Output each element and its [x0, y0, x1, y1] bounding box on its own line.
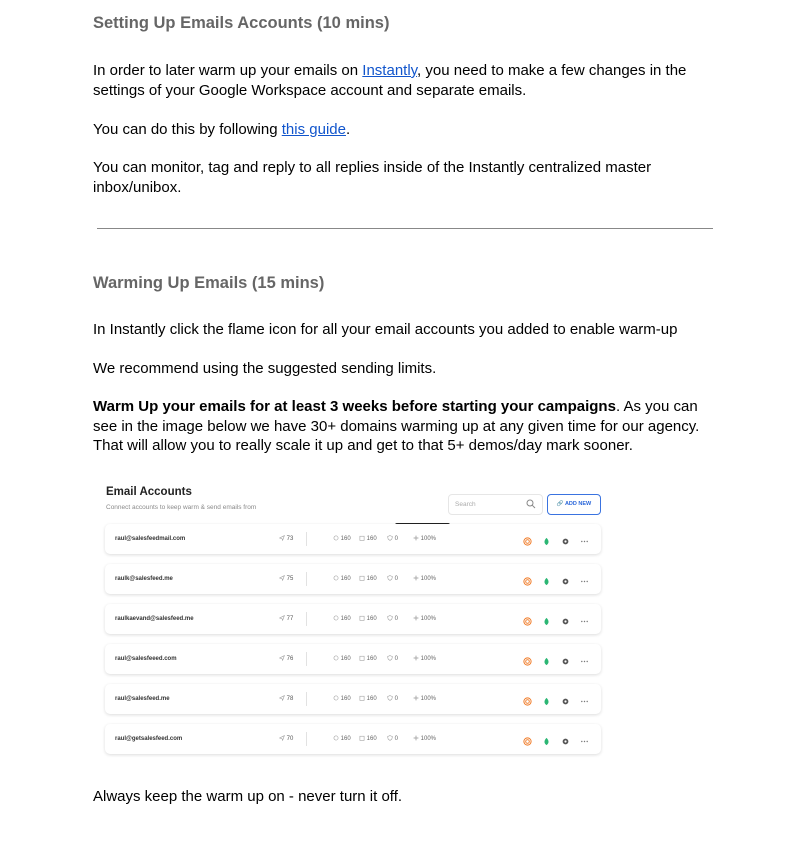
sent-value: 75 — [285, 576, 294, 582]
account-row[interactable] — [105, 644, 601, 674]
sent-value: 70 — [285, 736, 294, 742]
account-row[interactable] — [105, 724, 601, 754]
flame-icon[interactable] — [523, 537, 532, 546]
gear-icon[interactable] — [561, 617, 570, 626]
sent-value: 77 — [285, 616, 294, 622]
daily-limit-value: 160 — [339, 536, 351, 542]
warmup-limit — [359, 724, 377, 754]
health-score-value: 100% — [419, 616, 437, 622]
warmup-limit — [359, 564, 377, 594]
add-new-button[interactable] — [547, 494, 601, 515]
text: . As you can see in the image below we have 30+ domains warming up at any given time for our agency. That will allow you to really scale it up and get to that 5+ demos/day mark sooner. — [93, 398, 700, 454]
column-divider — [306, 612, 307, 626]
bounce-count-value: 0 — [393, 576, 399, 582]
health-score — [413, 724, 436, 754]
screenshot-subtitle: Connect accounts to keep warm & send emails from — [106, 504, 257, 511]
health-score — [413, 524, 436, 554]
screenshot-title: Email Accounts — [106, 486, 192, 498]
warmup-limit — [359, 684, 377, 714]
account-row[interactable] — [105, 564, 601, 594]
bounce-count — [387, 684, 398, 714]
warmup-limit-value: 160 — [365, 656, 377, 662]
bounce-count-value: 0 — [393, 536, 399, 542]
flame-icon[interactable] — [523, 697, 532, 706]
warmup-limit-value: 160 — [365, 736, 377, 742]
bounce-count — [387, 604, 398, 634]
paragraph-unibox: You can monitor, tag and reply to all replies inside of the Instantly centralized master inbox/unibox. — [93, 159, 652, 196]
heading-setting-up: Setting Up Emails Accounts (10 mins) — [93, 14, 390, 32]
row-actions — [523, 533, 599, 545]
sent-count — [279, 644, 293, 674]
instantly-link[interactable]: Instantly — [362, 62, 418, 79]
daily-limit-value: 160 — [339, 656, 351, 662]
bounce-count-value: 0 — [393, 696, 399, 702]
daily-limit — [333, 724, 351, 754]
flame-icon[interactable] — [523, 657, 532, 666]
health-score-value: 100% — [419, 536, 437, 542]
account-row[interactable] — [105, 524, 601, 554]
account-email[interactable]: raul@getsalesfeed.com — [115, 736, 183, 742]
sent-count — [279, 724, 293, 754]
search-placeholder: Search — [455, 501, 476, 508]
daily-limit-value: 160 — [339, 616, 351, 622]
sent-count — [279, 684, 293, 714]
gear-icon[interactable] — [561, 657, 570, 666]
warmup-limit — [359, 604, 377, 634]
guide-link[interactable]: this guide — [281, 121, 346, 138]
sent-count — [279, 604, 293, 634]
gear-icon[interactable] — [561, 697, 570, 706]
text: . — [345, 121, 351, 138]
row-actions — [523, 693, 599, 705]
gear-icon[interactable] — [561, 537, 570, 546]
warmup-limit-value: 160 — [365, 536, 377, 542]
daily-limit-value: 160 — [339, 696, 351, 702]
warmup-limit — [359, 524, 377, 554]
text: You can do this by following — [93, 121, 282, 138]
paragraph-flame-icon: In Instantly click the flame icon for all your email accounts you added to enable warm-up — [93, 321, 678, 338]
paragraph-sending-limits: We recommend using the suggested sending limits. — [93, 360, 437, 377]
account-email[interactable]: raul@salesfeed.me — [115, 696, 170, 702]
daily-limit-value: 160 — [339, 736, 351, 742]
gear-icon[interactable] — [561, 577, 570, 586]
health-score-value: 100% — [419, 656, 437, 662]
bounce-count-value: 0 — [393, 616, 399, 622]
paragraph-guide — [93, 120, 721, 140]
column-divider — [306, 732, 307, 746]
account-email[interactable]: raulkaevand@salesfeed.me — [115, 616, 194, 622]
flame-icon[interactable] — [523, 617, 532, 626]
flame-icon[interactable] — [523, 577, 532, 586]
daily-limit — [333, 524, 351, 554]
email-accounts-screenshot — [103, 476, 607, 762]
text: , you need to make a few changes in the settings of your Google Workspace account and separate emails. — [93, 62, 687, 99]
bounce-count-value: 0 — [393, 656, 399, 662]
bounce-count — [387, 524, 398, 554]
bounce-count — [387, 644, 398, 674]
daily-limit — [333, 604, 351, 634]
sent-count — [279, 564, 293, 594]
more-icon[interactable] — [580, 537, 589, 546]
leaf-icon[interactable] — [542, 617, 551, 626]
horizontal-divider — [97, 228, 713, 229]
account-email[interactable]: raul@salesfeeed.com — [115, 656, 177, 662]
daily-limit — [333, 684, 351, 714]
more-icon[interactable] — [580, 697, 589, 706]
more-icon[interactable] — [580, 657, 589, 666]
leaf-icon[interactable] — [542, 657, 551, 666]
bold-text: Warm Up your emails for at least 3 weeks before starting your campaigns — [93, 398, 616, 415]
health-score — [413, 684, 436, 714]
heading-warming-up: Warming Up Emails (15 mins) — [93, 274, 325, 292]
more-icon[interactable] — [580, 577, 589, 586]
row-actions — [523, 613, 599, 625]
health-score-value: 100% — [419, 576, 437, 582]
health-score — [413, 564, 436, 594]
warmup-limit — [359, 644, 377, 674]
warmup-limit-value: 160 — [365, 696, 377, 702]
sent-value: 76 — [285, 656, 294, 662]
leaf-icon[interactable] — [542, 737, 551, 746]
column-divider — [306, 572, 307, 586]
row-actions — [523, 653, 599, 665]
column-divider — [306, 692, 307, 706]
more-icon[interactable] — [580, 617, 589, 626]
paragraph-warmup-intro — [93, 61, 721, 100]
account-email[interactable]: raulk@salesfeed.me — [115, 576, 173, 582]
leaf-icon[interactable] — [542, 577, 551, 586]
daily-limit-value: 160 — [339, 576, 351, 582]
leaf-icon[interactable] — [542, 697, 551, 706]
bounce-count — [387, 564, 398, 594]
daily-limit — [333, 564, 351, 594]
warmup-limit-value: 160 — [365, 616, 377, 622]
column-divider — [306, 532, 307, 546]
column-divider — [306, 652, 307, 666]
sent-value: 73 — [285, 536, 294, 542]
gear-icon[interactable] — [561, 737, 570, 746]
paragraph-three-weeks — [93, 397, 721, 456]
flame-icon[interactable] — [523, 737, 532, 746]
bounce-count-value: 0 — [393, 736, 399, 742]
account-row[interactable] — [105, 684, 601, 714]
warmup-limit-value: 160 — [365, 576, 377, 582]
search-icon — [526, 499, 536, 509]
health-score-value: 100% — [419, 736, 437, 742]
add-new-label: ADD NEW — [564, 501, 592, 507]
paragraph-keep-warmup-on: Always keep the warm up on - never turn it off. — [93, 788, 403, 805]
text: In order to later warm up your emails on — [93, 62, 363, 79]
account-email[interactable]: raul@salesfeedmail.com — [115, 536, 186, 542]
daily-limit — [333, 644, 351, 674]
sent-value: 78 — [285, 696, 294, 702]
row-actions — [523, 733, 599, 745]
row-actions — [523, 573, 599, 585]
link-icon: 🔗 — [556, 501, 564, 507]
health-score-value: 100% — [419, 696, 437, 702]
health-score — [413, 604, 436, 634]
bounce-count — [387, 724, 398, 754]
account-row[interactable] — [105, 604, 601, 634]
health-score — [413, 644, 436, 674]
search-input[interactable] — [448, 494, 543, 515]
more-icon[interactable] — [580, 737, 589, 746]
leaf-icon[interactable] — [542, 537, 551, 546]
sent-count — [279, 524, 293, 554]
